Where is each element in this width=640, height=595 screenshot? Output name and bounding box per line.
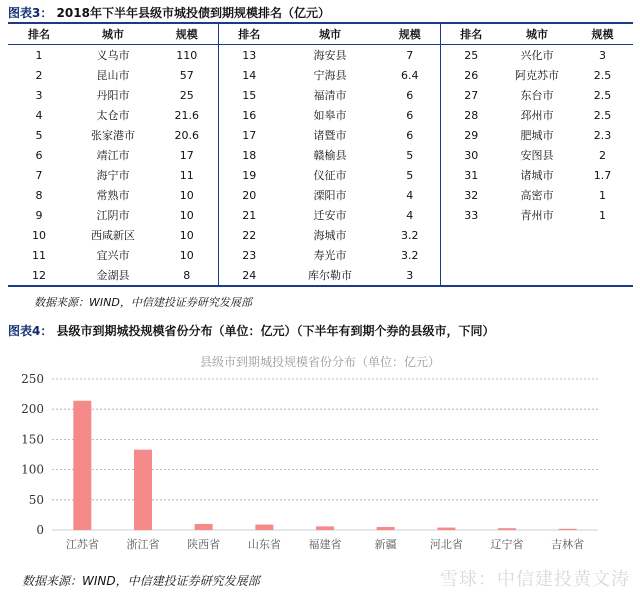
- cell-size: 10: [156, 205, 218, 225]
- cell-size: 2: [599, 148, 606, 162]
- cell-rank: 24: [218, 265, 280, 286]
- cell-size: 2.5: [593, 88, 612, 102]
- cell-city: 西咸新区: [91, 229, 135, 242]
- cell-city: [502, 225, 572, 245]
- cell-rank: 7: [35, 168, 43, 182]
- cell-rank: 20: [242, 188, 257, 202]
- table3-label: 图表3：: [8, 6, 53, 20]
- figure4-title-text: 县级市到期城投规模省份分布（单位：亿元）（下半年有到期个券的县级市，下同）: [56, 324, 495, 338]
- cell-city: 兴化市: [520, 49, 554, 62]
- y-tick-label: 150: [21, 432, 44, 447]
- cell-city: 海安县: [313, 49, 347, 62]
- table-header-row: [8, 23, 633, 45]
- cell-rank: 9: [35, 208, 43, 222]
- cell-rank: 15: [242, 88, 257, 102]
- cell-rank: 17: [242, 128, 257, 142]
- cell-city: 宁海县: [313, 69, 347, 82]
- cell-size: 3: [380, 265, 440, 286]
- cell-rank: 3: [35, 88, 43, 102]
- figure4-title: [8, 322, 495, 339]
- header-size: 规模: [380, 23, 440, 45]
- cell-rank: 21: [242, 208, 257, 222]
- table-row: [8, 205, 633, 225]
- cell-city: 邳州市: [520, 109, 554, 122]
- bar: [73, 401, 91, 530]
- table3-title: [8, 4, 330, 21]
- cell-rank: 2: [35, 68, 43, 82]
- x-tick-label: 山东省: [247, 538, 281, 551]
- cell-city: 东台市: [520, 89, 554, 102]
- table-row: [8, 165, 633, 185]
- cell-rank: 19: [242, 168, 257, 182]
- cell-city: 安图县: [520, 149, 554, 162]
- cell-rank: 8: [35, 188, 43, 202]
- table-row: [8, 125, 633, 145]
- x-tick-label: 福建省: [308, 538, 342, 551]
- cell-city: 福清市: [313, 89, 347, 102]
- table-row: [8, 65, 633, 85]
- header-city: 城市: [70, 23, 156, 45]
- cell-rank: 16: [242, 108, 257, 122]
- cell-rank: 4: [35, 108, 43, 122]
- bar: [559, 529, 577, 530]
- x-tick-label: 新疆: [374, 538, 397, 551]
- cell-city: [502, 265, 572, 286]
- cell-city: 阿克苏市: [515, 69, 559, 82]
- cell-city: 太仓市: [96, 109, 130, 122]
- cell-city: 常熟市: [96, 189, 130, 202]
- cell-size: [572, 225, 633, 245]
- cell-size: 10: [156, 245, 218, 265]
- cell-city: 仪征市: [313, 169, 347, 182]
- cell-city: 青州市: [520, 209, 554, 222]
- bar: [377, 527, 395, 530]
- cell-size: 2.5: [593, 68, 612, 82]
- cell-size: 11: [156, 165, 218, 185]
- cell-city: 海城市: [313, 229, 347, 242]
- cell-city: 库尔勒市: [280, 265, 380, 286]
- cell-size: 8: [156, 265, 218, 286]
- cell-size: 21.6: [156, 105, 218, 125]
- cell-city: 张家港市: [91, 129, 135, 142]
- cell-rank: 14: [242, 68, 257, 82]
- cell-city: [502, 245, 572, 265]
- cell-rank: 22: [242, 228, 257, 242]
- cell-size: 4: [380, 185, 440, 205]
- table-row: [8, 245, 633, 265]
- cell-city: 迁安市: [313, 209, 347, 222]
- cell-city: 肥城市: [520, 129, 554, 142]
- header-rank: 排名: [440, 23, 502, 45]
- cell-city: 丹阳市: [96, 89, 130, 102]
- cell-city: 诸城市: [520, 169, 554, 182]
- x-tick-label: 浙江省: [126, 538, 160, 551]
- table-row: [8, 265, 633, 286]
- table3-source: 数据来源：WIND，中信建投证券研究发展部: [34, 296, 252, 309]
- cell-size: 3: [599, 48, 606, 62]
- cell-size: 2.5: [593, 108, 612, 122]
- cell-rank: 32: [464, 188, 479, 202]
- y-tick-label: 200: [21, 402, 44, 417]
- chart-title: 县级市到期城投规模省份分布（单位：亿元）: [199, 355, 440, 369]
- y-tick-label: 100: [21, 462, 44, 477]
- cell-city: 海宁市: [96, 169, 130, 182]
- header-size: 规模: [156, 23, 218, 45]
- y-tick-label: 250: [21, 372, 44, 386]
- cell-city: 江阴市: [96, 209, 130, 222]
- cell-rank: 18: [242, 148, 257, 162]
- x-tick-label: 吉林省: [551, 538, 585, 551]
- cell-size: 1: [599, 188, 606, 202]
- ranking-table: [8, 22, 633, 287]
- cell-size: 3.2: [380, 245, 440, 265]
- cell-rank: 30: [464, 148, 479, 162]
- bar: [195, 524, 213, 530]
- table-row: [8, 225, 633, 245]
- cell-rank: 26: [464, 68, 479, 82]
- cell-city: 寿光市: [313, 249, 347, 262]
- cell-rank: 5: [35, 128, 43, 142]
- cell-size: 20.6: [156, 125, 218, 145]
- cell-rank: 31: [464, 168, 479, 182]
- cell-size: 1.7: [593, 168, 612, 182]
- cell-rank: [440, 225, 502, 245]
- bar: [498, 528, 516, 530]
- cell-size: 6: [380, 105, 440, 125]
- bar: [437, 528, 455, 530]
- cell-city: 赣榆县: [313, 149, 347, 162]
- cell-city: 金湖县: [70, 265, 156, 286]
- cell-size: [572, 245, 633, 265]
- bar: [134, 450, 152, 530]
- table-row: [8, 45, 633, 66]
- cell-size: 57: [156, 65, 218, 85]
- cell-rank: 25: [464, 48, 479, 62]
- cell-rank: 28: [464, 108, 479, 122]
- table3-title-text: 2018年下半年县级市城投债到期规模排名（亿元）: [56, 6, 330, 20]
- cell-rank: 1: [35, 48, 43, 62]
- cell-size: 5: [380, 165, 440, 185]
- table-row: [8, 85, 633, 105]
- cell-size: 6: [380, 125, 440, 145]
- cell-city: 宜兴市: [96, 249, 130, 262]
- cell-rank: 10: [32, 228, 46, 242]
- cell-size: 6: [380, 85, 440, 105]
- cell-size: [572, 265, 633, 286]
- cell-size: 10: [156, 225, 218, 245]
- header-rank: 排名: [218, 23, 280, 45]
- cell-size: 7: [380, 45, 440, 66]
- cell-size: 2.3: [593, 128, 612, 142]
- y-tick-label: 50: [28, 492, 44, 507]
- header-size: 规模: [572, 23, 633, 45]
- bar: [255, 525, 273, 530]
- cell-rank: 12: [8, 265, 70, 286]
- cell-city: 高密市: [520, 189, 554, 202]
- x-tick-label: 辽宁省: [490, 538, 524, 551]
- cell-rank: [440, 265, 502, 286]
- cell-size: 17: [156, 145, 218, 165]
- bar-chart: [0, 365, 640, 580]
- cell-size: 6.4: [380, 65, 440, 85]
- x-tick-label: 陕西省: [187, 538, 221, 551]
- cell-city: 溧阳市: [313, 189, 347, 202]
- cell-rank: 6: [35, 148, 43, 162]
- cell-city: 靖江市: [96, 149, 130, 162]
- figure4-label: 图表4：: [8, 324, 53, 338]
- cell-rank: 23: [242, 248, 257, 262]
- cell-size: 25: [156, 85, 218, 105]
- cell-rank: 11: [32, 248, 46, 262]
- cell-city: 义乌市: [96, 49, 130, 62]
- table-row: [8, 185, 633, 205]
- cell-rank: 27: [464, 88, 479, 102]
- cell-size: 3.2: [380, 225, 440, 245]
- table-row: [8, 105, 633, 125]
- header-rank: 排名: [8, 23, 70, 45]
- cell-city: 昆山市: [96, 69, 130, 82]
- cell-size: 4: [380, 205, 440, 225]
- header-city: 城市: [502, 23, 572, 45]
- header-city: 城市: [280, 23, 380, 45]
- cell-size: 1: [599, 208, 606, 222]
- cell-rank: [440, 245, 502, 265]
- y-tick-label: 0: [36, 523, 44, 537]
- cell-size: 10: [156, 185, 218, 205]
- table-row: [8, 145, 633, 165]
- cell-city: 如皋市: [313, 109, 347, 122]
- cell-size: 110: [156, 45, 218, 66]
- cell-size: 5: [380, 145, 440, 165]
- cell-city: 诸暨市: [313, 129, 347, 142]
- x-tick-label: 江苏省: [65, 538, 99, 551]
- bar: [316, 526, 334, 530]
- cell-rank: 33: [464, 208, 479, 222]
- figure4-source: 数据来源：WIND，中信建投证券研究发展部: [22, 574, 260, 588]
- watermark: 雪球：中信建投黄文涛: [440, 569, 630, 590]
- cell-rank: 13: [242, 48, 257, 62]
- cell-rank: 29: [464, 128, 479, 142]
- x-tick-label: 河北省: [429, 538, 463, 551]
